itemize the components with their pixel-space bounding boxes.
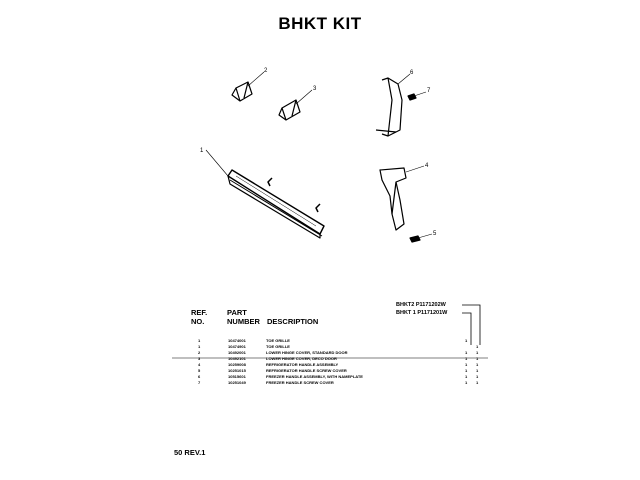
qty-bhkt2-cell: 1 <box>476 344 479 349</box>
part-number-cell: 10474001 <box>228 338 246 343</box>
ref-cell: 6 <box>198 374 201 379</box>
qty-bhkt2-cell: 1 <box>476 368 479 373</box>
ref-cell: 4 <box>198 362 201 367</box>
kit-label-bhkt2: BHKT2 P1171202W <box>396 302 446 308</box>
ref-cell: 5 <box>198 368 201 373</box>
qty-bhkt1-cell: 1 <box>465 362 468 367</box>
description-cell: FREEZER HANDLE ASSEMBLY, WITH NAMEPLATE <box>266 374 363 379</box>
part-number-cell: 10515601 <box>228 374 246 379</box>
part-number-cell: 10492001 <box>228 350 246 355</box>
ref-cell: 3 <box>198 356 201 361</box>
qty-bhkt1-cell: 1 <box>465 374 468 379</box>
ref-cell: 2 <box>198 350 201 355</box>
ref-cell: 7 <box>198 380 201 385</box>
header-part-number: PART NUMBER <box>227 308 260 326</box>
header-description: DESCRIPTION <box>267 317 319 326</box>
description-cell: TOE GRILLE <box>266 338 290 343</box>
qty-bhkt2-cell: 1 <box>476 362 479 367</box>
qty-bhkt1-cell: 1 <box>465 338 468 343</box>
page-footer: 50 REV.1 <box>174 448 206 457</box>
qty-bhkt2-cell: 1 <box>476 356 479 361</box>
toe-grille-part <box>206 150 324 238</box>
description-cell: REFRIGERATOR HANDLE ASSEMBLY <box>266 362 339 367</box>
description-cell: LOWER HINGE COVER, STANDARD DOOR <box>266 350 348 355</box>
callout-2: 2 <box>264 68 268 74</box>
qty-bhkt1-cell: 1 <box>465 380 468 385</box>
qty-bhkt1-cell: 1 <box>465 350 468 355</box>
ref-cell: 1 <box>198 344 201 349</box>
qty-bhkt2-cell: 1 <box>476 374 479 379</box>
qty-bhkt1-cell: 1 <box>465 368 468 373</box>
part-number-cell: 10492101 <box>228 356 246 361</box>
callout-1: 1 <box>200 148 204 154</box>
callout-7: 7 <box>427 88 431 94</box>
description-cell: LOWER HINGE COVER, DECO DOOR <box>266 356 337 361</box>
kit-label-bhkt1: BHKT 1 P1171201W <box>396 310 448 316</box>
table-row <box>190 380 490 386</box>
part-number-cell: 10251015 <box>228 368 246 373</box>
header-ref: REF. NO. <box>191 308 208 326</box>
part-number-cell: 10474901 <box>228 344 246 349</box>
qty-bhkt1-cell: 1 <box>465 356 468 361</box>
callout-3: 3 <box>313 86 317 92</box>
description-cell: TOE GRILLE <box>266 344 290 349</box>
part-number-cell: 10251049 <box>228 380 246 385</box>
page-title: BHKT KIT <box>278 14 362 33</box>
hinge-cover-deco-part <box>279 90 312 120</box>
description-cell: FREEZER HANDLE SCREW COVER <box>266 380 334 385</box>
refrigerator-handle-part <box>380 166 432 242</box>
hinge-cover-standard-part <box>232 72 264 101</box>
freezer-handle-part <box>376 74 426 136</box>
part-number-cell: 10259008 <box>228 362 246 367</box>
callout-4: 4 <box>425 163 429 169</box>
ref-cell: 1 <box>198 338 201 343</box>
qty-bhkt2-cell: 1 <box>476 350 479 355</box>
callout-6: 6 <box>410 70 414 76</box>
qty-bhkt2-cell: 1 <box>476 380 479 385</box>
description-cell: REFRIGERATOR HANDLE SCREW COVER <box>266 368 347 373</box>
callout-5: 5 <box>433 231 437 237</box>
